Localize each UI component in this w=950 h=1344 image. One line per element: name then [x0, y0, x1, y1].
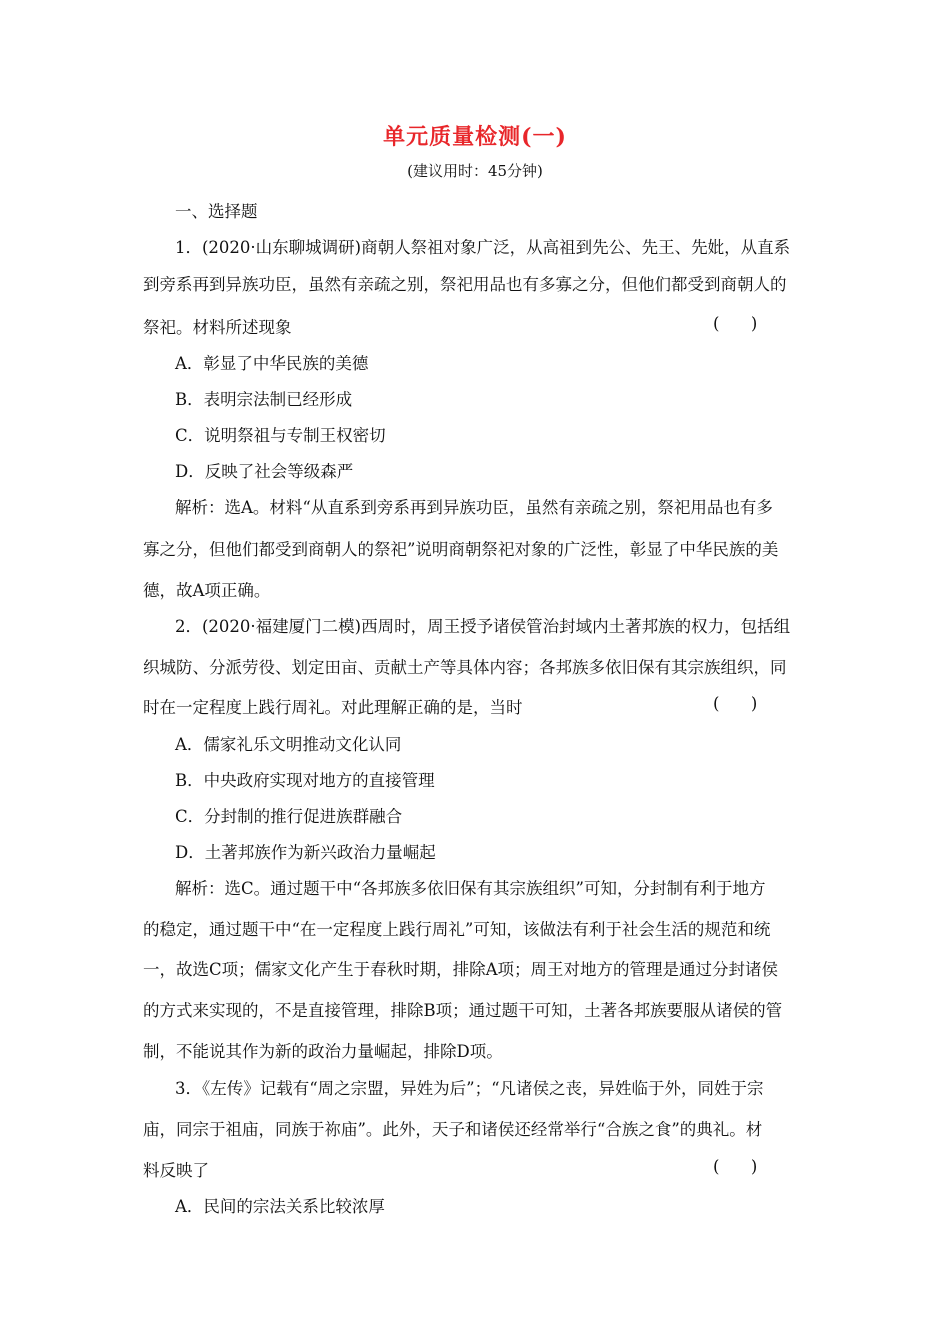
q2-stem-line: 时在一定程度上践行周礼。对此理解正确的是，当时	[143, 698, 523, 717]
q1-answer-blank: ( )	[713, 314, 758, 333]
q1-stem-line: 祭祀。材料所述现象	[143, 318, 292, 337]
q1-analysis-line: 解析：选A。材料“从直系到旁系再到异族功臣，虽然有亲疏之别，祭祀用品也有多	[175, 498, 773, 517]
q3-stem-line: 3．《左传》记载有“周之宗盟，异姓为后”；“凡诸侯之丧，异姓临于外，同姓于宗	[175, 1079, 764, 1098]
q1-analysis-line: 德，故A项正确。	[143, 581, 271, 600]
section-heading: 一、选择题	[175, 202, 258, 221]
q3-answer-blank: ( )	[713, 1157, 758, 1176]
q2-stem-line: 2．(2020·福建厦门二模)西周时，周王授予诸侯管治封域内土著邦族的权力，包括组	[175, 617, 791, 636]
q1-analysis-line: 寡之分，但他们都受到商朝人的祭祀”说明商朝祭祀对象的广泛性，彰显了中华民族的美	[143, 540, 779, 559]
q1-stem-line: 1．(2020·山东聊城调研)商朝人祭祖对象广泛，从高祖到先公、先王、先妣，从直系	[175, 238, 791, 257]
q2-answer-blank: ( )	[713, 694, 758, 713]
q1-option-a: A．彰显了中华民族的美德	[175, 354, 369, 373]
q1-option-c: C．说明祭祖与专制王权密切	[175, 426, 386, 445]
q1-option-d: D．反映了社会等级森严	[175, 462, 354, 481]
q2-stem-line: 织城防、分派劳役、划定田亩、贡献土产等具体内容；各邦族多依旧保有其宗族组织，同	[143, 658, 787, 677]
q3-option-a: A．民间的宗法关系比较浓厚	[175, 1197, 385, 1216]
q2-option-b: B．中央政府实现对地方的直接管理	[175, 771, 435, 790]
q2-analysis-line: 一，故选C项；儒家文化产生于春秋时期，排除A项；周王对地方的管理是通过分封诸侯	[143, 960, 779, 979]
q2-analysis-line: 制，不能说其作为新的政治力量崛起，排除D项。	[143, 1042, 503, 1061]
q3-stem-line: 料反映了	[143, 1161, 209, 1180]
page-title: 单元质量检测(一)	[383, 124, 567, 150]
q2-option-d: D．土著邦族作为新兴政治力量崛起	[175, 843, 436, 862]
q1-option-b: B．表明宗法制已经形成	[175, 390, 353, 409]
suggested-time: (建议用时：45分钟)	[407, 162, 543, 180]
q1-stem-line: 到旁系再到异族功臣，虽然有亲疏之别，祭祀用品也有多寡之分，但他们都受到商朝人的	[143, 275, 787, 294]
q3-stem-line: 庙，同宗于祖庙，同族于祢庙”。此外，天子和诸侯还经常举行“合族之食”的典礼。材	[143, 1120, 763, 1139]
q2-option-c: C．分封制的推行促进族群融合	[175, 807, 403, 826]
q2-option-a: A．儒家礼乐文明推动文化认同	[175, 735, 402, 754]
q2-analysis-line: 的方式来实现的，不是直接管理，排除B项；通过题干可知，土著各邦族要服从诸侯的管	[143, 1001, 783, 1020]
q2-analysis-line: 解析：选C。通过题干中“各邦族多依旧保有其宗族组织”可知，分封制有利于地方	[175, 879, 766, 898]
q2-analysis-line: 的稳定，通过题干中“在一定程度上践行周礼”可知，该做法有利于社会生活的规范和统	[143, 920, 771, 939]
